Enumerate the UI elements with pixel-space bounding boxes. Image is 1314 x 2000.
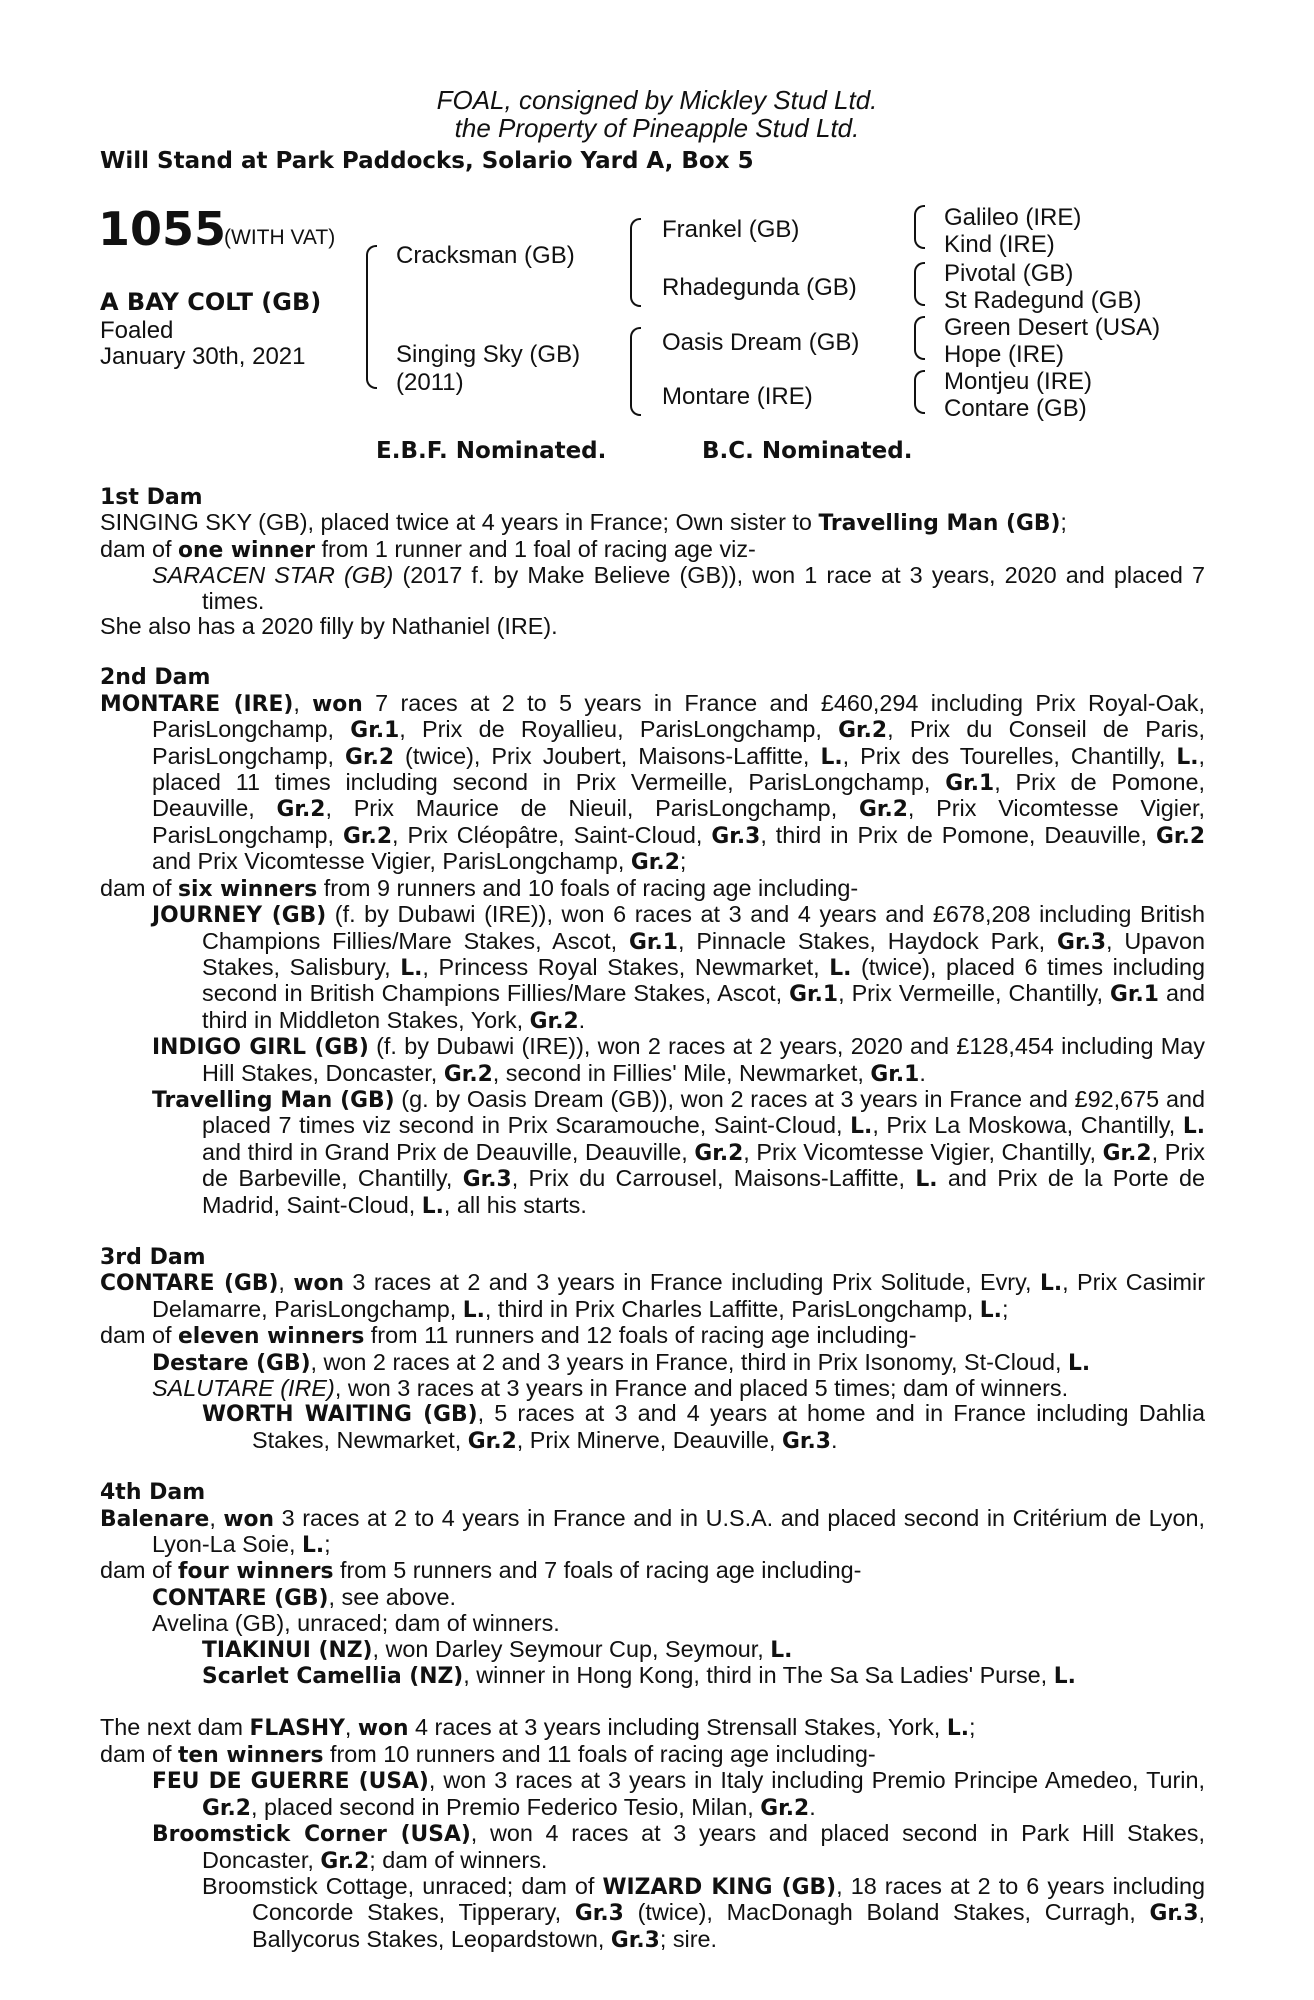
- pedigree-gen3-8: Contare (GB): [944, 395, 1087, 422]
- pedigree-entry: TIAKINUI (NZ), won Darley Seymour Cup, Seymour, L.: [202, 1635, 793, 1663]
- dam-section: [100, 1245, 1205, 1454]
- pedigree-entry: WORTH WAITING (GB), 5 races at 3 and 4 years at home and in France including Dahlia Stakes, Newmarket, Gr.2, Prix Minerve, Deauville, Gr.3.: [202, 1400, 1205, 1454]
- pedigree-entry: dam of four winners from 5 runners and 7 foals of racing age including-: [100, 1557, 862, 1585]
- pedigree-brace-sire: [630, 218, 641, 307]
- ebf-nominated: E.B.F. Nominated.: [376, 438, 607, 464]
- pedigree-sire-dam: Rhadegunda (GB): [662, 274, 857, 301]
- section-title: 3rd Dam: [100, 1244, 206, 1270]
- pedigree-entry: Balenare, won 3 races at 2 to 4 years in France and in U.S.A. and placed second in Critérium de Lyon, Lyon-La Soie, L.;: [100, 1504, 1205, 1559]
- pedigree-entry: INDIGO GIRL (GB) (f. by Dubawi (IRE)), won 2 races at 2 years, 2020 and £128,454 including May Hill Stakes, Doncaster, Gr.2, second in Fillies' Mile, Newmarket, Gr.1.: [152, 1033, 1205, 1087]
- pedigree-sire: Cracksman (GB): [396, 242, 575, 269]
- pedigree-entry: SALUTARE (IRE), won 3 races at 3 years in France and placed 5 times; dam of winners.: [152, 1375, 1069, 1401]
- dam-section: [100, 1715, 1205, 1953]
- consignor-line: FOAL, consigned by Mickley Stud Ltd.: [436, 85, 878, 115]
- pedigree-entry: The next dam FLASHY, won 4 races at 3 years including Strensall Stakes, York, L.;: [100, 1714, 976, 1742]
- section-title: 1st Dam: [100, 485, 203, 510]
- section-gap: [100, 1454, 1205, 1480]
- section-gap: [100, 639, 1205, 665]
- pedigree-entry: JOURNEY (GB) (f. by Dubawi (IRE)), won 6 races at 3 and 4 years and £678,208 including British Champions Fillies/Mare Stakes, Ascot, Gr.1, Pinnacle Stakes, Haydock Park, Gr.3, Upavon Stakes, Salisbury, L., Princess Royal Stakes, Newmarket, L. (twice), placed 6 times including second in British Champions Fillies/Mare Stakes, Ascot, Gr.1, Prix Vermeille, Chantilly, Gr.1 and third in Middleton Stakes, York, Gr.2.: [152, 901, 1205, 1034]
- section-title: 4th Dam: [100, 1480, 206, 1506]
- pedigree-dam-sire: Oasis Dream (GB): [662, 329, 860, 356]
- pedigree-gen3-4: St Radegund (GB): [944, 287, 1142, 314]
- dam-section: [100, 665, 1205, 1219]
- pedigree-entry: SINGING SKY (GB), placed twice at 4 years in France; Own sister to Travelling Man (GB);: [100, 509, 1067, 537]
- pedigree-body: [100, 485, 1205, 1953]
- pedigree-entry: dam of ten winners from 10 runners and 11 foals of racing age including-: [100, 1740, 876, 1768]
- pedigree-dam: Singing Sky (GB): [396, 341, 581, 368]
- pedigree-brace-gen1: [366, 245, 377, 389]
- pedigree-gen3-6: Hope (IRE): [944, 341, 1065, 368]
- stand-location: Will Stand at Park Paddocks, Solario Yard A, Box 5: [100, 148, 754, 174]
- property-line: the Property of Pineapple Stud Ltd.: [454, 113, 860, 143]
- vat-note: (WITH VAT): [224, 226, 336, 249]
- pedigree-entry: Broomstick Cottage, unraced; dam of WIZARD KING (GB), 18 races at 2 to 6 years including Concorde Stakes, Tipperary, Gr.3 (twice), MacDonagh Boland Stakes, Curragh, Gr.3, Ballycorus Stakes, Leopardstown, Gr.3; sire.: [202, 1872, 1205, 1953]
- pedigree-entry: FEU DE GUERRE (USA), won 3 races at 3 years in Italy including Premio Principe Amedeo, Turin, Gr.2, placed second in Premio Federico Tesio, Milan, Gr.2.: [152, 1767, 1205, 1821]
- pedigree-entry: Travelling Man (GB) (g. by Oasis Dream (GB)), won 2 races at 3 years in France and £92,675 and placed 7 times viz second in Prix Scaramouche, Saint-Cloud, L., Prix La Moskowa, Chantilly, L. and third in Grand Prix de Deauville, Deauville, Gr.2, Prix Vicomtesse Vigier, Chantilly, Gr.2, Prix de Barbeville, Chantilly, Gr.3, Prix du Carrousel, Maisons-Laffitte, L. and Prix de la Porte de Madrid, Saint-Cloud, L., all his starts.: [152, 1085, 1206, 1219]
- horse-name: A BAY COLT (GB): [100, 288, 322, 316]
- pedigree-gen3-7: Montjeu (IRE): [944, 368, 1093, 395]
- pedigree-brace-g3-1: [914, 205, 925, 249]
- pedigree-gen3-2: Kind (IRE): [944, 231, 1055, 258]
- pedigree-entry: dam of eleven winners from 11 runners and 12 foals of racing age including-: [100, 1322, 917, 1350]
- pedigree-sire-sire: Frankel (GB): [662, 216, 800, 243]
- dam-section: [100, 1480, 1205, 1689]
- pedigree-gen3-5: Green Desert (USA): [944, 314, 1161, 341]
- foaled-label: Foaled: [100, 317, 174, 344]
- pedigree-dam-year: (2011): [396, 369, 464, 396]
- pedigree-brace-g3-3: [914, 316, 925, 360]
- pedigree-entry: Broomstick Corner (USA), won 4 races at 3 years and placed second in Park Hill Stakes, Doncaster, Gr.2; dam of winners.: [152, 1820, 1205, 1874]
- section-gap: [100, 1219, 1205, 1245]
- pedigree-entry: Destare (GB), won 2 races at 2 and 3 years in France, third in Prix Isonomy, St-Cloud, L.: [152, 1348, 1091, 1376]
- bc-nominated: B.C. Nominated.: [702, 438, 913, 464]
- pedigree-entry: Avelina (GB), unraced; dam of winners.: [152, 1610, 560, 1637]
- pedigree-brace-g3-2: [914, 262, 925, 306]
- pedigree-entry: dam of one winner from 1 runner and 1 foal of racing age viz-: [100, 535, 756, 563]
- pedigree-brace-dam: [630, 327, 641, 416]
- dam-section: [100, 485, 1205, 639]
- pedigree-entry: She also has a 2020 filly by Nathaniel (IRE).: [100, 613, 558, 640]
- pedigree-entry: MONTARE (IRE), won 7 races at 2 to 5 years in France and £460,294 including Prix Royal-Oak, ParisLongchamp, Gr.1, Prix de Royallieu, ParisLongchamp, Gr.2, Prix du Conseil de Paris, ParisLongchamp, Gr.2 (twice), Prix Joubert, Maisons-Laffitte, L., Prix des Tourelles, Chantilly, L., placed 11 times including second in Prix Vermeille, ParisLongchamp, Gr.1, Prix de Pomone, Deauville, Gr.2, Prix Maurice de Nieuil, ParisLongchamp, Gr.2, Prix Vicomtesse Vigier, ParisLongchamp, Gr.2, Prix Cléopâtre, Saint-Cloud, Gr.3, third in Prix de Pomone, Deauville, Gr.2 and Prix Vicomtesse Vigier, ParisLongchamp, Gr.2;: [100, 689, 1206, 876]
- section-gap: [100, 1689, 1205, 1715]
- pedigree-entry: Scarlet Camellia (NZ), winner in Hong Kong, third in The Sa Sa Ladies' Purse, L.: [202, 1662, 1076, 1690]
- lot-number: 1055: [98, 202, 227, 256]
- pedigree-entry: CONTARE (GB), won 3 races at 2 and 3 years in France including Prix Solitude, Evry, L., Prix Casimir Delamarre, ParisLongchamp, L., third in Prix Charles Laffitte, ParisLongchamp, L.;: [100, 1269, 1206, 1323]
- pedigree-brace-g3-4: [914, 370, 925, 414]
- pedigree-entry: dam of six winners from 9 runners and 10 foals of racing age including-: [100, 874, 859, 902]
- pedigree-dam-dam: Montare (IRE): [662, 383, 813, 410]
- pedigree-entry: CONTARE (GB), see above.: [152, 1583, 456, 1611]
- section-title: 2nd Dam: [100, 665, 211, 691]
- pedigree-entry: SARACEN STAR (GB) (2017 f. by Make Believe (GB)), won 1 race at 3 years, 2020 and placed 7 times.: [152, 562, 1205, 614]
- pedigree-gen3-3: Pivotal (GB): [944, 260, 1074, 287]
- foaled-date: January 30th, 2021: [100, 343, 306, 370]
- pedigree-gen3-1: Galileo (IRE): [944, 204, 1082, 231]
